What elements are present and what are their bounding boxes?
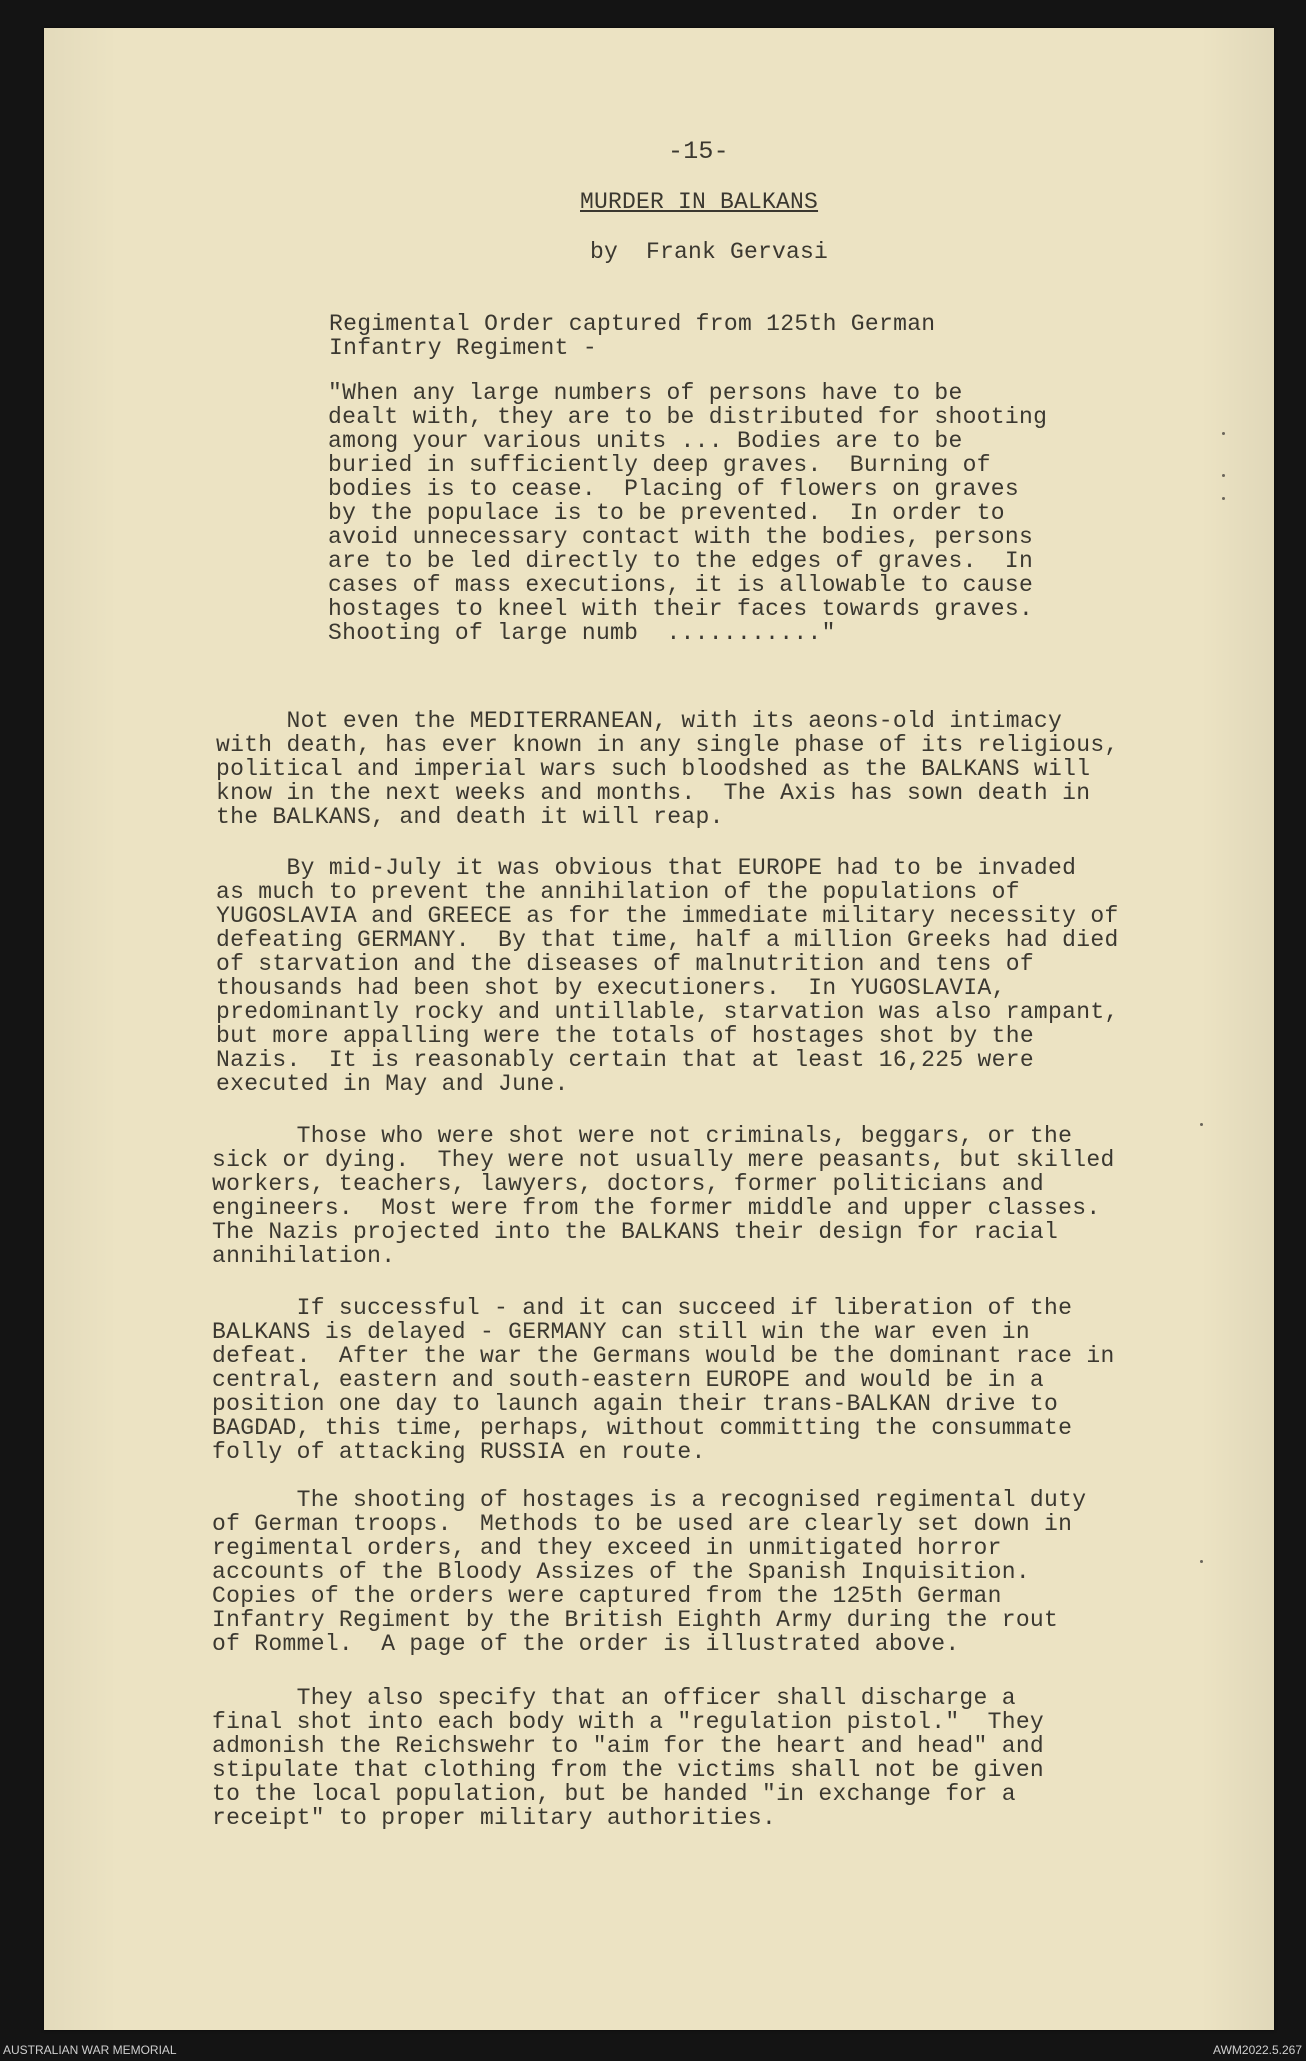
paragraph-line: position one day to launch again their trans-BALKAN drive to xyxy=(212,1391,1059,1417)
quote-line: "When any large numbers of persons have to be xyxy=(328,380,963,406)
paragraph-line: engineers. Most were from the former middle and upper classes. xyxy=(212,1195,1101,1221)
paragraph-line: annihilation. xyxy=(212,1243,396,1269)
footer-source: AUSTRALIAN WAR MEMORIAL xyxy=(3,2043,177,2057)
quote-line: are to be led directly to the edges of graves. In xyxy=(328,548,1034,574)
paragraph-line: folly of attacking RUSSIA en route. xyxy=(212,1439,706,1465)
paragraph-line: regimental orders, and they exceed in unmitigated horror xyxy=(212,1535,1002,1561)
paragraph-line: sick or dying. They were not usually mere peasants, but skilled xyxy=(212,1147,1115,1173)
paragraph-line: know in the next weeks and months. The Axis has sown death in xyxy=(216,780,1091,806)
paragraph-line: Infantry Regiment by the British Eighth Army during the rout xyxy=(212,1607,1059,1633)
paragraph-line: Copies of the orders were captured from the 125th German xyxy=(212,1583,1002,1609)
punch-mark xyxy=(1222,497,1225,500)
paragraph-line: with death, has ever known in any single phase of its religious, xyxy=(216,732,1119,758)
quote-line: among your various units ... Bodies are to be xyxy=(328,428,963,454)
page-number: -15- xyxy=(668,137,729,166)
intro-block xyxy=(329,312,935,360)
quote-line: by the populace is to be prevented. In order to xyxy=(328,500,1005,526)
intro-line: Infantry Regiment - xyxy=(329,335,597,361)
paragraph-line: admonish the Reichswehr to "aim for the heart and head" and xyxy=(212,1733,1045,1759)
paragraph-line: political and imperial wars such bloodshed as the BALKANS will xyxy=(216,756,1091,782)
paragraph-line: workers, teachers, lawyers, doctors, former politicians and xyxy=(212,1171,1045,1197)
paragraph-line: of Rommel. A page of the order is illustrated above. xyxy=(212,1631,960,1657)
paragraph-line: stipulate that clothing from the victims shall not be given xyxy=(212,1757,1045,1783)
paragraph-2 xyxy=(216,856,1119,1096)
paragraph-line: The Nazis projected into the BALKANS their design for racial xyxy=(212,1219,1059,1245)
paragraph-line: YUGOSLAVIA and GREECE as for the immediate military necessity of xyxy=(216,903,1119,929)
quote-line: dealt with, they are to be distributed for shooting xyxy=(328,404,1048,430)
punch-mark xyxy=(1222,474,1225,477)
paragraph-line: By mid-July it was obvious that EUROPE had to be invaded xyxy=(216,855,1077,881)
paragraph-line: accounts of the Bloody Assizes of the Spanish Inquisition. xyxy=(212,1559,1030,1585)
quote-line: Shooting of large numb ..........." xyxy=(328,620,836,646)
paragraph-line: Nazis. It is reasonably certain that at least 16,225 were xyxy=(216,1047,1034,1073)
regimental-order-quote xyxy=(328,381,1047,645)
paragraph-line: Not even the MEDITERRANEAN, with its aeons-old intimacy xyxy=(216,708,1063,734)
quote-line: avoid unnecessary contact with the bodies, persons xyxy=(328,524,1034,550)
paragraph-line: predominantly rocky and untillable, starvation was also rampant, xyxy=(216,999,1119,1025)
quote-line: bodies is to cease. Placing of flowers on graves xyxy=(328,476,1020,502)
paragraph-line: the BALKANS, and death it will reap. xyxy=(216,804,724,830)
paragraph-line: They also specify that an officer shall discharge a xyxy=(212,1685,1016,1711)
quote-line: cases of mass executions, it is allowable to cause xyxy=(328,572,1034,598)
paragraph-line: defeat. After the war the Germans would be the dominant race in xyxy=(212,1343,1115,1369)
paragraph-line: as much to prevent the annihilation of the populations of xyxy=(216,879,1020,905)
article-title: MURDER IN BALKANS xyxy=(580,189,819,215)
paragraph-line: defeating GERMANY. By that time, half a million Greeks had died xyxy=(216,927,1119,953)
paragraph-5 xyxy=(212,1488,1086,1656)
paragraph-line: receipt" to proper military authorities. xyxy=(212,1805,777,1831)
footer-accession-number: AWM2022.5.267 xyxy=(1213,2043,1302,2057)
paragraph-line: BAGDAD, this time, perhaps, without committing the consummate xyxy=(212,1415,1073,1441)
paragraph-1 xyxy=(216,709,1119,829)
punch-mark xyxy=(1200,1560,1203,1563)
punch-mark xyxy=(1200,1123,1203,1126)
paragraph-line: If successful - and it can succeed if liberation of the xyxy=(212,1295,1073,1321)
paragraph-4 xyxy=(212,1296,1115,1464)
paragraph-line: of starvation and the diseases of malnutrition and tens of xyxy=(216,951,1034,977)
paragraph-line: central, eastern and south-eastern EUROPE and would be in a xyxy=(212,1367,1045,1393)
paragraph-3 xyxy=(212,1124,1115,1268)
punch-mark xyxy=(1222,432,1225,435)
paragraph-line: The shooting of hostages is a recognised regimental duty xyxy=(212,1487,1087,1513)
paragraph-line: Those who were shot were not criminals, beggars, or the xyxy=(212,1123,1073,1149)
paragraph-6 xyxy=(212,1686,1044,1830)
paragraph-line: thousands had been shot by executioners. In YUGOSLAVIA, xyxy=(216,975,1006,1001)
intro-line: Regimental Order captured from 125th German xyxy=(329,311,936,337)
paragraph-line: to the local population, but be handed "in exchange for a xyxy=(212,1781,1016,1807)
paragraph-line: but more appalling were the totals of hostages shot by the xyxy=(216,1023,1034,1049)
quote-line: hostages to kneel with their faces towards graves. xyxy=(328,596,1034,622)
paragraph-line: final shot into each body with a "regulation pistol." They xyxy=(212,1709,1045,1735)
byline: by Frank Gervasi xyxy=(590,239,829,265)
paragraph-line: executed in May and June. xyxy=(216,1071,569,1097)
quote-line: buried in sufficiently deep graves. Burning of xyxy=(328,452,991,478)
paragraph-line: BALKANS is delayed - GERMANY can still win the war even in xyxy=(212,1319,1030,1345)
paragraph-line: of German troops. Methods to be used are clearly set down in xyxy=(212,1511,1073,1537)
